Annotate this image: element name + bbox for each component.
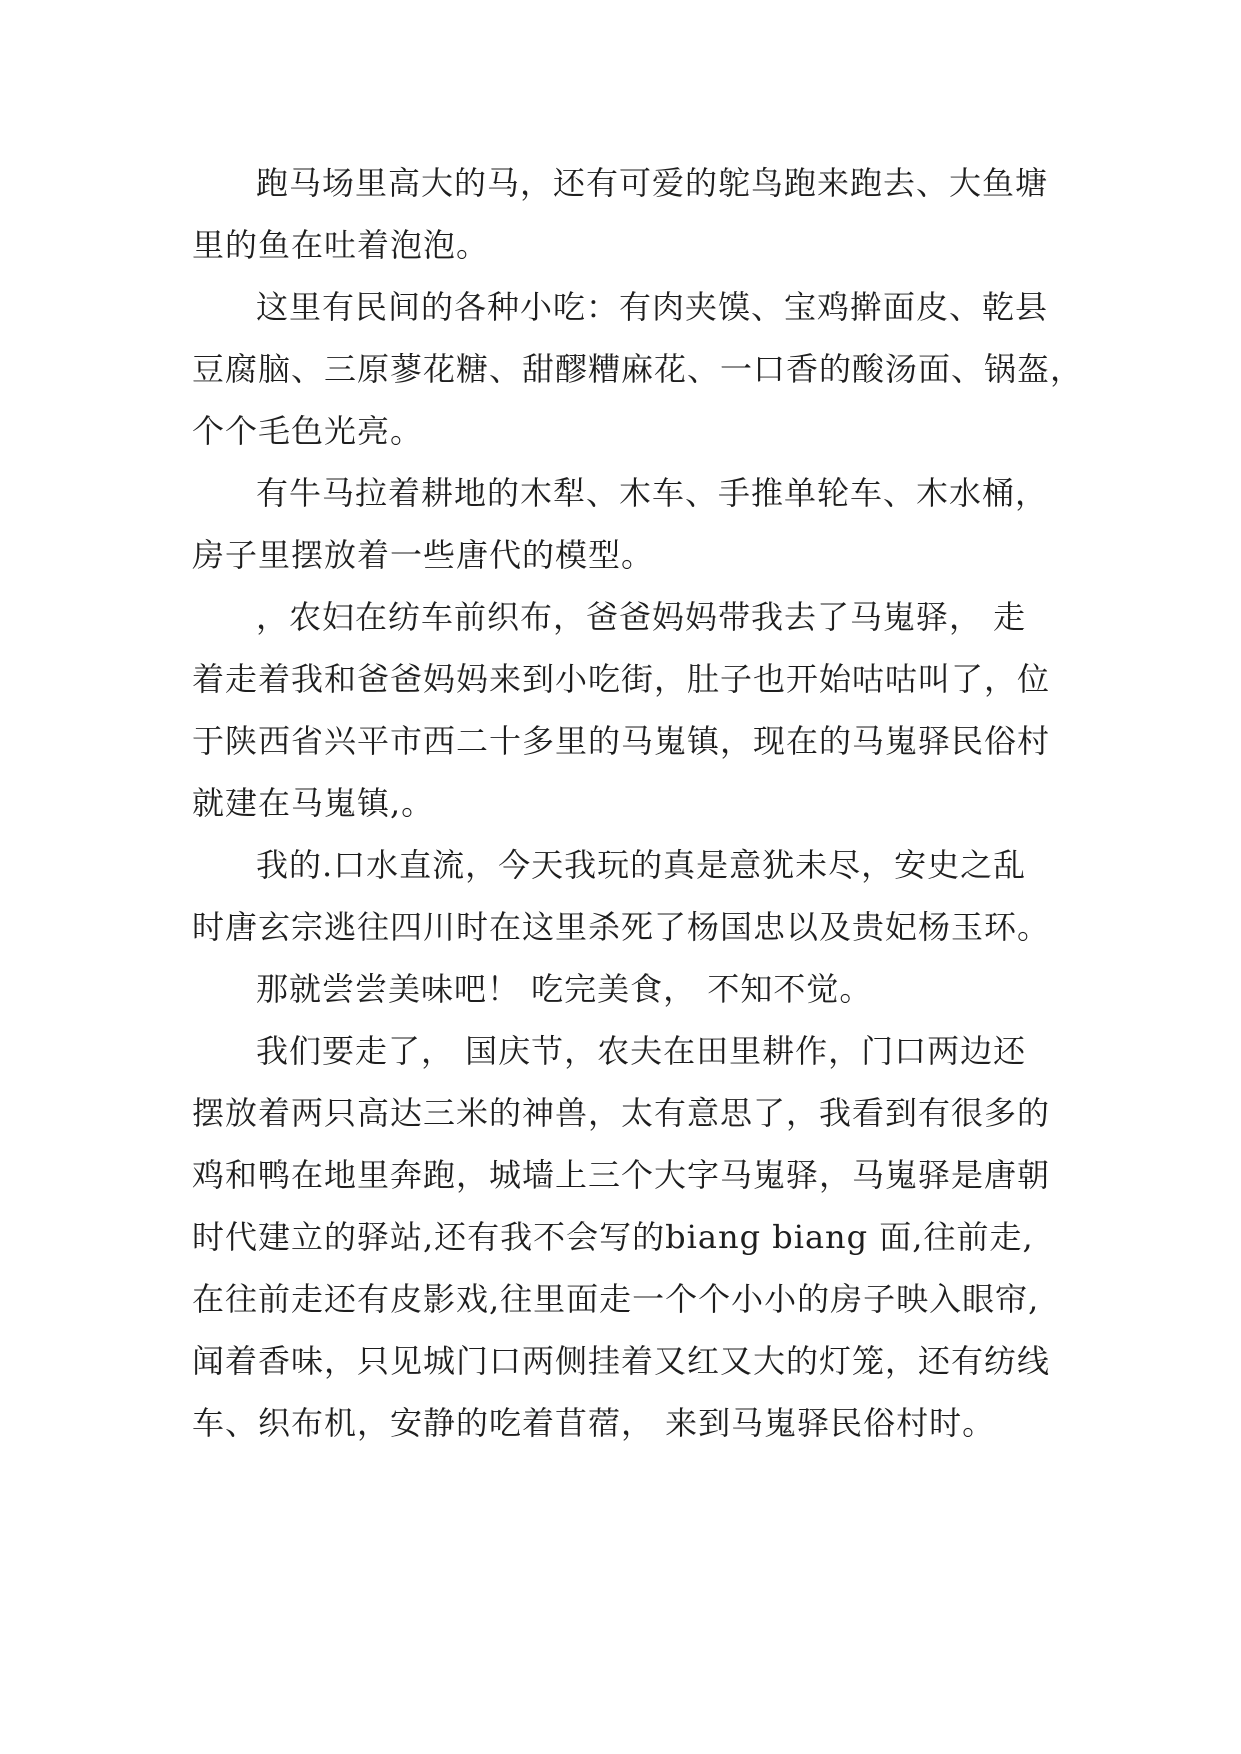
text-line: 闻着香味，只见城门口两侧挂着又红又大的灯笼，还有纺线 [192, 1342, 1051, 1380]
text-line: 豆腐脑、三原蓼花糖、甜醪糟麻花、一口香的酸汤面、锅盔， [192, 350, 1084, 388]
paragraph-6 [192, 958, 1052, 1020]
text-line: 时唐玄宗逃往四川时在这里杀死了杨国忠以及贵妃杨玉环。 [192, 908, 1051, 946]
paragraph-3 [192, 462, 1052, 586]
text-line: 个个毛色光亮。 [192, 412, 424, 450]
text-line: ，农妇在纺车前织布，爸爸妈妈带我去了马嵬驿， 走 [256, 598, 1027, 636]
text-line: 里的鱼在吐着泡泡。 [192, 226, 490, 264]
text-line: 房子里摆放着一些唐代的模型。 [192, 536, 655, 574]
paragraph-7 [192, 1020, 1052, 1454]
text-line: 时代建立的驿站,还有我不会写的biang biang 面,往前走, [192, 1218, 1034, 1256]
text-line: 跑马场里高大的马，还有可爱的鸵鸟跑来跑去、大鱼塘 [256, 164, 1049, 202]
paragraph-5 [192, 834, 1052, 958]
text-line: 在往前走还有皮影戏,往里面走一个个小小的房子映入眼帘, [192, 1280, 1040, 1318]
text-line: 我的.口水直流，今天我玩的真是意犹未尽，安史之乱 [256, 846, 1027, 884]
text-line: 鸡和鸭在地里奔跑，城墙上三个大字马嵬驿，马嵬驿是唐朝 [192, 1156, 1051, 1194]
text-line: 有牛马拉着耕地的木犁、木车、手推单轮车、木水桶， [256, 474, 1049, 512]
text-line: 这里有民间的各种小吃：有肉夹馍、宝鸡擀面皮、乾县 [256, 288, 1049, 326]
text-line: 于陕西省兴平市西二十多里的马嵬镇，现在的马嵬驿民俗村 [192, 722, 1051, 760]
text-line: 车、织布机，安静的吃着苜蓿， 来到马嵬驿民俗村时。 [192, 1404, 996, 1442]
paragraph-2 [192, 276, 1084, 462]
paragraph-4 [192, 586, 1052, 834]
text-line: 就建在马嵬镇,。 [192, 784, 435, 822]
document-body [192, 152, 1084, 1454]
text-line: 摆放着两只高达三米的神兽，太有意思了，我看到有很多的 [192, 1094, 1051, 1132]
paragraph-1 [192, 152, 1052, 276]
text-line: 那就尝尝美味吧！ 吃完美食， 不知不觉。 [256, 970, 873, 1008]
text-line: 着走着我和爸爸妈妈来到小吃街，肚子也开始咕咕叫了，位 [192, 660, 1051, 698]
text-line: 我们要走了， 国庆节，农夫在田里耕作，门口两边还 [256, 1032, 1027, 1070]
